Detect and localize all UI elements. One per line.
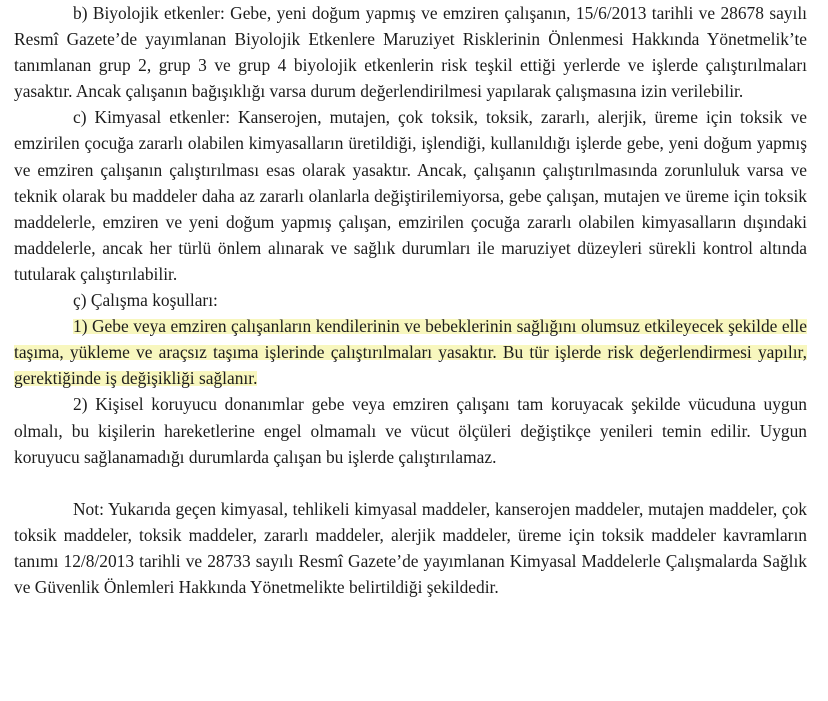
- heading-calisma-kosullari: ç) Çalışma koşulları:: [73, 290, 218, 311]
- highlighted-text: 1) Gebe veya emziren çalışanların kendilerinin ve bebeklerinin sağlığını olumsuz etkileyecek şekilde elle taşıma, yükleme ve araçsız taşıma işlerinde çalıştırılmaları yasaktır. Bu tür işlerde risk değerlendirmesi yapılır, gerektiğinde iş değişikliği sağlanır.: [14, 316, 807, 389]
- paragraph-biyolojik-etkenler: b) Biyolojik etkenler: Gebe, yeni doğum yapmış ve emziren çalışanın, 15/6/2013 tarihli ve 28678 sayılı Resmî Gazete’de yayımlanan Biyolojik Etkenlere Maruziyet Risklerinin Önlenmesi Hakkında Yönetmelik’te tanımlanan grup 2, grup 3 ve grup 4 biyolojik etkenlerin risk teşkil ettiği yerlerde ve işlerde çalıştırılmaları yasaktır. Ancak çalışanın bağışıklığı varsa durum değerlendirilmesi yapılarak çalışmasına izin verilebilir.: [14, 3, 807, 102]
- paragraph-not: Not: Yukarıda geçen kimyasal, tehlikeli kimyasal maddeler, kanserojen maddeler, mutajen maddeler, çok toksik maddeler, toksik maddeler, zararlı maddeler, alerjik maddeler, üreme için toksik maddeler kavramların tanımı 12/8/2013 tarihli ve 28733 sayılı Resmî Gazete’de yayımlanan Kimyasal Maddelerle Çalışmalarda Sağlık ve Güvenlik Önlemleri Hakkında Yönetmelikte belirtildiği şekildedir.: [14, 498, 807, 597]
- paragraph-item-2: 2) Kişisel koruyucu donanımlar gebe veya emziren çalışanı tam koruyacak şekilde vücuduna uygun olmalı, bu kişilerin hareketlerine engel olmamalı ve vücut ölçüleri değiştikçe yenileri temin edilir. Uygun koruyucu sağlanamadığı durumlarda çalışan bu işlerde çalıştırılamaz.: [14, 394, 807, 467]
- document-page: [14, 0, 807, 600]
- paragraph-item-1-highlighted: [14, 313, 807, 391]
- paragraph-kimyasal-etkenler: c) Kimyasal etkenler: Kanserojen, mutajen, çok toksik, toksik, zararlı, alerjik, üreme için toksik ve emzirilen çocuğa zararlı olabilen kimyasalların üretildiği, işlendiği, kullanıldığı işlerde gebe, yeni doğum yapmış ve emziren çalışanın çalıştırılması esas olarak yasaktır. Ancak, çalışanın çalıştırılmasında zorunluluk varsa ve teknik olarak bu maddeler daha az zararlı olanlarla değiştirilemiyorsa, gebe çalışan, mutajen ve üreme için toksik maddelerle, emziren ve yeni doğum yapmış çalışan, emzirilen çocuğa zararlı olabilen kimyasalların dışındaki maddelerle, ancak her türlü önlem alınarak ve sağlık durumları ile maruziyet düzeyleri sürekli kontrol altında tutularak çalıştırılabilir.: [14, 107, 807, 284]
- paragraph-spacer: [14, 470, 807, 496]
